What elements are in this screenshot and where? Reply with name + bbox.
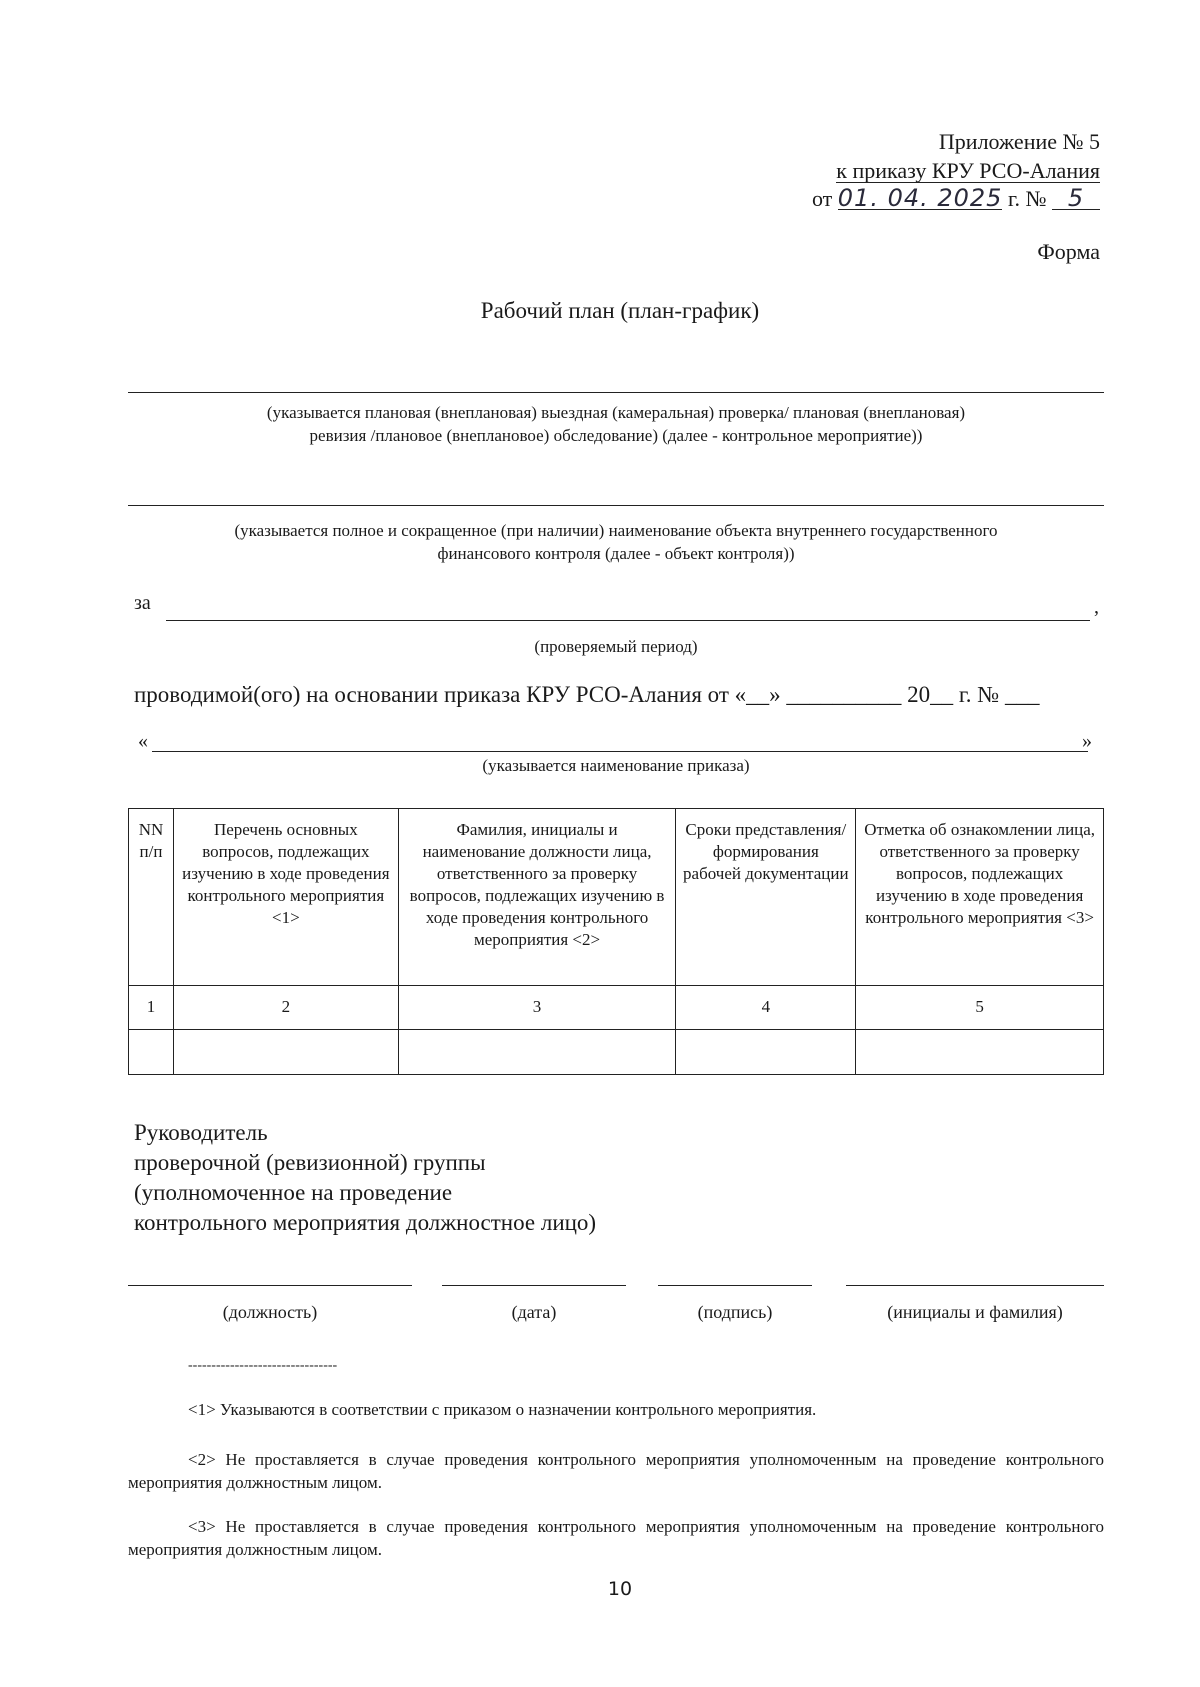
signer-role-1: Руководитель	[134, 1120, 268, 1145]
event-type-field	[128, 392, 1104, 393]
position-label: (должность)	[222, 1302, 318, 1322]
position-field	[128, 1285, 412, 1286]
form-label: Форма	[1037, 239, 1100, 264]
period-field	[166, 620, 1090, 621]
event-type-caption-1: (указывается плановая (внеплановая) выездная (камеральная) проверка/ плановая (внеплановая)	[266, 403, 966, 422]
object-caption-2: финансового контроля (далее - объект контроля))	[437, 544, 795, 563]
name-label: (инициалы и фамилия)	[887, 1302, 1063, 1322]
order-date-line	[812, 184, 1100, 213]
date-field	[442, 1285, 626, 1286]
header-deadlines: Сроки представления/ формирования рабочей документации	[676, 809, 856, 986]
object-field	[128, 505, 1104, 506]
column-number-1: 1	[129, 986, 174, 1030]
order-name-close-quote: »	[1082, 730, 1092, 752]
order-reference-text: к приказу КРУ РСО-Алания	[836, 158, 1100, 183]
table-header-row	[129, 809, 1104, 986]
header-questions: Перечень основных вопросов, подлежащих изучению в ходе проведения контрольного мероприятия <1>	[173, 809, 398, 986]
table-cell	[173, 1030, 398, 1075]
column-number-5: 5	[856, 986, 1104, 1030]
period-caption: (проверяемый период)	[534, 637, 698, 656]
order-basis-line: проводимой(ого) на основании приказа КРУ РСО-Алания от «__» __________ 20__ г. № ___	[134, 682, 1040, 707]
name-field	[846, 1285, 1104, 1286]
table-row	[129, 986, 1104, 1030]
signature-label: (подпись)	[697, 1302, 773, 1322]
plan-table	[128, 808, 1104, 1075]
column-number-3: 3	[398, 986, 676, 1030]
header-responsible: Фамилия, инициалы и наименование должности лица, ответственного за проверку вопросов, подлежащих изучению в ходе проведения контрольного мероприятия <2>	[398, 809, 676, 986]
table-row	[129, 1030, 1104, 1075]
signature-field	[658, 1285, 812, 1286]
signer-role-4: контрольного мероприятия должностное лицо)	[134, 1210, 597, 1235]
date-prefix: от	[811, 186, 833, 211]
footnote-2: <2> Не проставляется в случае проведения контрольного мероприятия уполномоченным на проведение контрольного мероприятия должностным лицом.	[128, 1450, 1104, 1492]
signer-role-2: проверочной (ревизионной) группы	[134, 1150, 486, 1175]
page-number: 10	[607, 1578, 633, 1600]
table-cell	[398, 1030, 676, 1075]
year-suffix: г. №	[1007, 186, 1047, 211]
table-cell	[129, 1030, 174, 1075]
column-number-4: 4	[676, 986, 856, 1030]
header-acknowledgement: Отметка об ознакомлении лица, ответственного за проверку вопросов, подлежащих изучению в ходе проведения контрольного мероприятия <3>	[856, 809, 1104, 986]
column-number-2: 2	[173, 986, 398, 1030]
footnote-3: <3> Не проставляется в случае проведения контрольного мероприятия уполномоченным на проведение контрольного мероприятия должностным лицом.	[128, 1517, 1104, 1559]
date-label: (дата)	[511, 1302, 557, 1322]
order-name-open-quote: «	[138, 730, 148, 752]
order-name-caption: (указывается наименование приказа)	[482, 756, 750, 775]
object-caption-1: (указывается полное и сокращенное (при наличии) наименование объекта внутреннего государственного	[234, 521, 998, 540]
appendix-label: Приложение № 5	[938, 129, 1100, 154]
period-comma: ,	[1094, 596, 1099, 618]
event-type-caption-2: ревизия /плановое (внеплановое) обследование) (далее - контрольное мероприятие))	[309, 426, 923, 445]
order-name-field	[152, 751, 1088, 752]
header-number: NN п/п	[129, 809, 174, 986]
footnote-1: <1> Указываются в соответствии с приказом о назначении контрольного мероприятия.	[188, 1400, 817, 1419]
table-cell	[676, 1030, 856, 1075]
document-title: Рабочий план (план-график)	[480, 298, 760, 323]
period-prefix: за	[134, 592, 151, 614]
signer-role-3: (уполномоченное на проведение	[134, 1180, 453, 1205]
handwritten-date: 01. 04. 2025	[837, 184, 1003, 212]
handwritten-number: 5	[1052, 184, 1100, 212]
footnote-separator: --------------------------------	[188, 1358, 338, 1373]
table-cell	[856, 1030, 1104, 1075]
order-reference	[836, 157, 1100, 185]
